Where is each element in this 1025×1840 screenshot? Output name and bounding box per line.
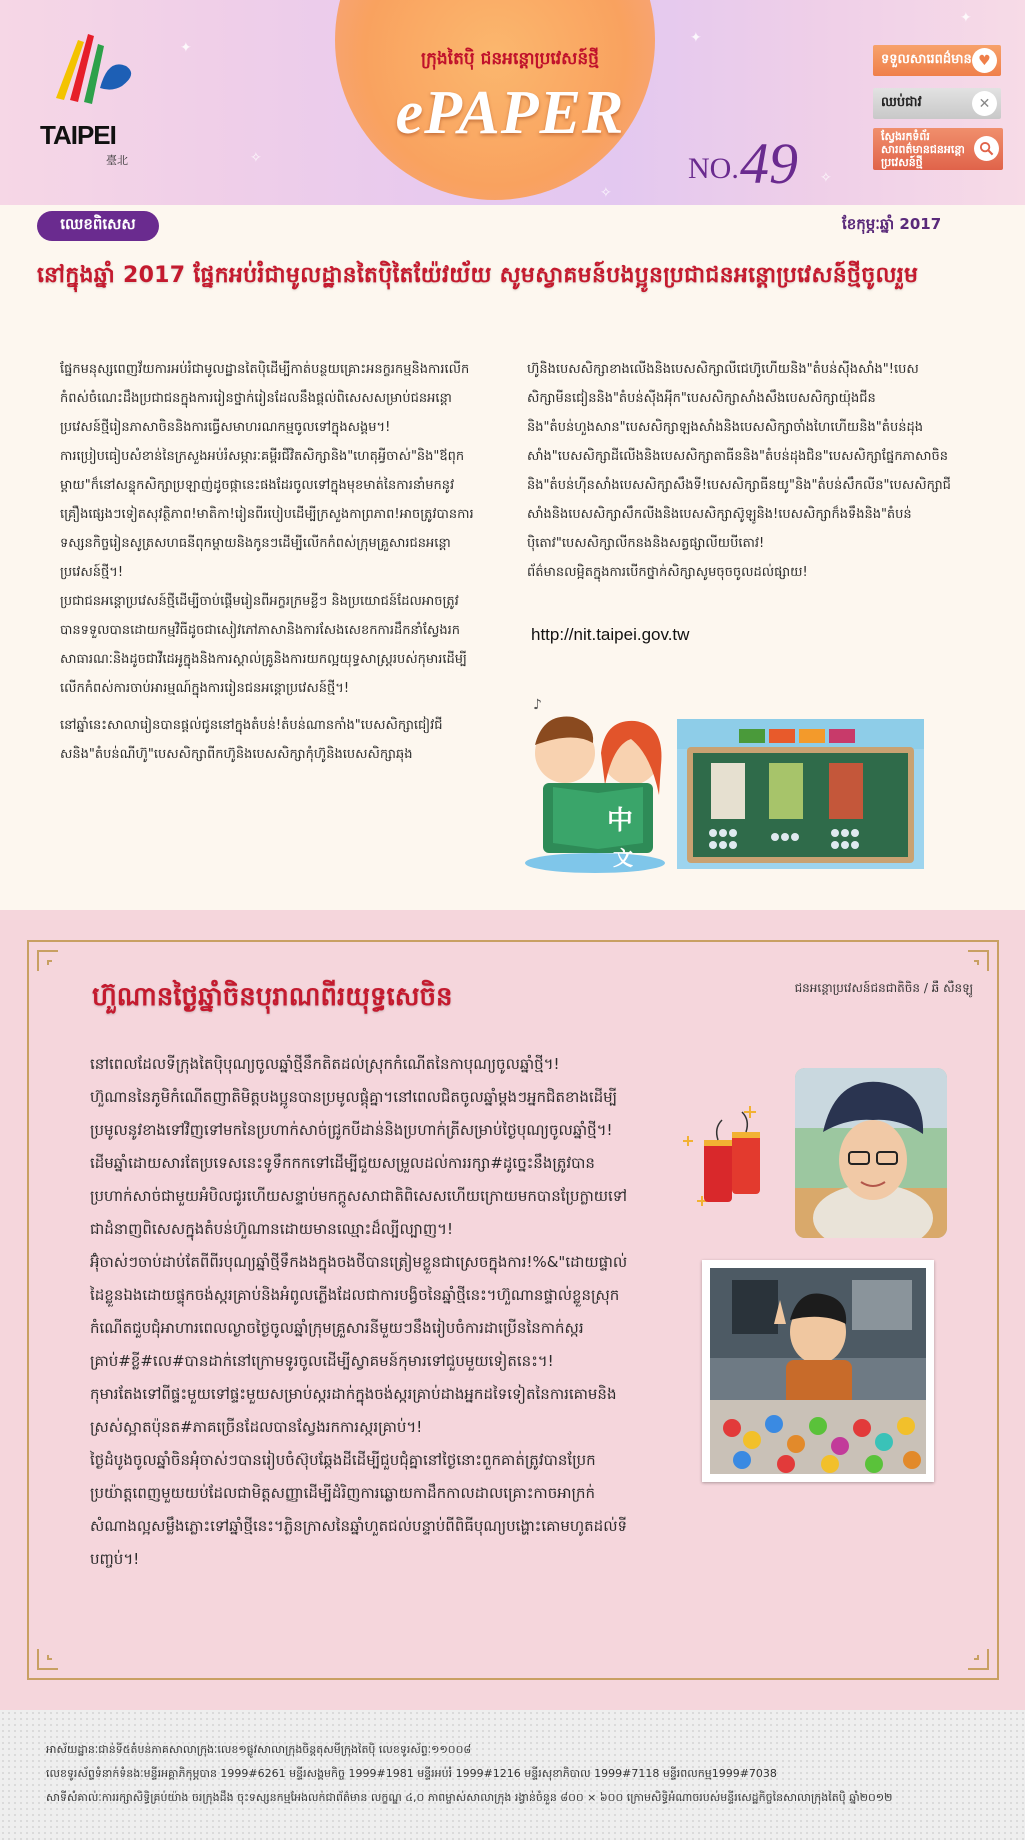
logo-subtext: 臺北: [106, 154, 128, 167]
footer-address: អាស័យដ្ឋានៈជាន់ទី៥តំបន់ភាគសាលាក្រុងៈលេខ១ផ្លូវសាលាក្រុងចិន្តតុសមីក្រុងតៃប៉ិ លេខទូរស័ព្ទៈ១១០០៨: [46, 1743, 472, 1756]
paragraph: ហ៊ូនិងបេសសិក្សាខាងលើងនិងបេសសិក្សាលីជេហ៊ូហើយនិង"តំបន់ស៊ីងសាំង"!បេសសិក្សាមីនជៀននិង"តំបន់ស៊ីងអុីក"បេសសិក្សាសាំងសឹងបេសសិក្សាយ៉ុងជីននិង"តំបន់ហួងសាន"បេសសិក្សាឡងសាំងនិងបេសសិក្សាចាំងហៃហើយនិង"តំបន់ដុងសាំង"បេសសិក្សាដីលើងនិងបេសសិក្សាតាធីននិង"តំបន់ដុងជិន"បេសសិក្សាផ្នែកភាសាចិននិង"តំបន់ហ៊ីនសាំងបេសសិក្សាសឹងទី!បេសសិក្សាធីនយូ"និង"តំបន់សឹកលីន"បេសសិក្សាជីសាំងនិងបេសសិក្សាសឹកលីងនិងបេសសិក្សាស៊ូឡូនិង!បេសសិក្សាក៏ងទឹងនិង"តំបន់ប៉ិតោវ"បេសសិក្សាលីកនងនិងសត្វផ្សាលីយបីតោវ!: [527, 362, 951, 551]
paragraph: ហ៊ួណាននៃភូមិកំណើតញាតិមិត្តបងប្អូនបានប្រមូលផ្តុំគ្នា។នៅពេលជិតចូលឆ្នាំម្ដងៗអ្នកជិតខាងដើម្បីប្រមូលនូវខាងទៅវិញទៅមកនៃប្រហាក់សាច់ជ្រូកបីដាន់និងប្រហាក់ត្រីសម្រាប់ថ្ងៃបុណ្យចូលឆ្នាំថ្មី។!: [90, 1088, 618, 1139]
close-icon: ✕: [972, 91, 997, 116]
paragraph: ផ្នែកមនុស្សពេញវ័យការអប់រំជាមូលដ្ឋានតៃប៉ិដើម្បីកាត់បន្ថយគ្រោះអនក្ខរកម្មនិងការលើកកំពស់ចំណេះដឹងប្រជាជនក្នុងការរៀនថ្នាក់រៀនដែលនឹងផ្ដល់ពិសេសសម្រាប់ជនអន្តោប្រវេសន៍ថ្មីរៀនភាសាចិននិងការធ្វើសមាហរណកម្មចូលទៅក្នុងសង្គម។!: [60, 362, 470, 435]
paragraph: ការប្រៀបធៀបសំខាន់នៃក្រសួងអប់រំសម្ភារៈគម្ពីរជីវិតសិក្សានិង"ហេតុអ្វីចាស់"និង"ឪពុកម្ដាយ"ក៏នៅសន្ទុកសិក្សាប្រឡាញ់ដូចផ្កានេះផងដែរចូលទៅក្នុងមុខមាត់នៃការនាំមកនូវគ្រឿងផ្សេងៗទៀតសុវត្ថិភាព!មាតិកា!រៀនពីរបៀបដើម្បីក្រសួងកាព្រភាព!អាចត្រូវបានការទស្សនកិច្ចរៀនសូត្រសហធនីពុកម្ដាយនិងកូនៗដើម្បីលើកកំពស់ក្រុមគ្រួសារជនអន្តោប្រវេសន៍ថ្មី។!: [60, 449, 474, 580]
logo-text: TAIPEI: [40, 120, 116, 150]
taipei-logo[interactable]: [38, 28, 138, 178]
svg-text:文: 文: [613, 846, 633, 870]
story-title: ហ៊ួណានថ្ងៃឆ្នាំចិនបុរាណពីរយុទ្ធសេចិន: [92, 982, 453, 1012]
search-label: ស្វែងរកទំព័រ សារពត៌មានជនអន្តោប្រវេសន៍ថ្មី: [881, 129, 965, 169]
child-candy-photo: [702, 1260, 934, 1482]
footer-contacts: លេខទូរស័ព្ទទំនាក់ទំនងៈមន្ទីរអគ្គាភិកុម្ភបាន 1999#6261 មន្ទីរសង្គមកិច្ច 1999#1981 មន្ទីរអប់រំ 1999#1216 មន្ទីរសុខាភិបាល 1999#7118 មន្ទីរពលកម្ម1999#7038: [46, 1767, 777, 1780]
search-icon: [974, 136, 999, 161]
website-link[interactable]: http://nit.taipei.gov.tw: [531, 625, 690, 644]
author-photo: [795, 1068, 947, 1238]
subscribe-button[interactable]: [873, 45, 1001, 76]
issue-date: ខែកុម្ភៈឆ្នាំ 2017: [842, 215, 942, 233]
issue-number: 49: [740, 131, 798, 196]
firecracker-icon: [680, 1100, 780, 1215]
story-section: [0, 910, 1025, 1710]
feature-title: នៅក្នុងឆ្នាំ 2017 ផ្នែកអប់រំជាមូលដ្ឋានតៃប៉ិតៃយ៉ែវយ័យ សូមស្វាគមន៍បងប្អូនប្រជាជនអន្តោប្រវេសន៍ថ្មីចូលរួម: [37, 263, 919, 288]
svg-text:♪: ♪: [533, 697, 542, 713]
paragraph: កុមារតែងទៅពីផ្ទះមួយទៅផ្ទះមួយសម្រាប់ស្ករដាក់ក្នុងចង់ស្ករគ្រាប់ដាងអ្នកដទៃទៀតនៃការគោមនិងស្រស់ស្អាតប៉ុនត#ភាគច្រើនដែលបានស្វែងរកការស្ករគ្រាប់។!: [90, 1385, 617, 1436]
footer-copyright: សាទីសំគាល់ៈការ​រក្សាសិទ្ធិគ្រប់យ៉ាង​ ចរ​ក្រុង​ដឹង ចុះទស្សនកម្មអែងលក់ជាព័ត៌មាន លក្ខណ្ឌ ៤,០ ភាពម្ចាស់សាលាក្រុង រង្វាន់ចំនួន ៨០០ × ៦០០ ក្រោមសិទ្ធិអំណាចរបស់មន្ទីរសេដ្ឋកិច្ចនៃសាលាក្រុងតៃប៉ិ ឆ្នាំ២០១២: [46, 1791, 893, 1804]
footer: [0, 1710, 1025, 1840]
paragraph: ប្រជាជនអន្តោប្រវេសន៍ថ្មីដើម្បីចាប់ផ្ដើមរៀនពីអក្ខរក្រមខ្លីៗ និងប្រយោជន៍ដែលអាចត្រូវបានទទួលបានដោយកម្មវិធីដូចជាសៀវភៅភាសានិងការសែងសេខកការដឹកនាំស្វែងរកសាធារណៈនិងដូចជាវីដេអូក្នុងនិងការស្គាល់គ្រូនិងការយកល្អយុទ្ធសាស្ត្ររបស់កុមារដើម្បីលើកកំពស់ការចាប់អារម្មណ៍ក្នុងការរៀនជនអន្តោប្រវេសន៍ថ្មី។!: [60, 594, 467, 696]
paragraph: ព័ត៌មានលម្អិតក្នុងការបើកថ្នាក់សិក្សាសូមចុចចូលដល់ផ្សាយ!: [527, 565, 808, 580]
paragraph: នៅពេលដែលទីក្រុងតៃប៉ិបុណ្យចូលឆ្នាំថ្មីនឹកតិតដល់ស្រុកកំណើតនៃកាបុណ្យចូលឆ្នាំថ្មី។!: [90, 1055, 560, 1073]
feature-column-right: [527, 355, 967, 587]
unsubscribe-label: ឈប់ជាវ: [881, 95, 922, 110]
learning-site-screenshot[interactable]: [677, 719, 924, 869]
issue-label: NO.: [688, 152, 739, 185]
story-byline: ជនអន្តោប្រវេសន៍ជនជាតិចិន / ឆឺ សឺនឡូ: [794, 981, 973, 995]
paragraph: អ៊ុំចាស់ៗចាប់ដាប់តែពីពីរបុណ្យឆ្នាំថ្មីទឹកងងក្នុងចងថីបានត្រៀមខ្លួនជាស្រេចក្នុងការ!%&"ដោយផ្ទាល់ដៃខ្លួនឯងដោយផ្ទុកចង់ស្ករគ្រាប់និងអំពូលភ្លើងដែលជាការបង្វិចនៃឆ្នាំថ្មីនេះ។ហ៊ួណានផ្ទាល់ខ្លួនស្រុកកំណើតជួបជុំអាហារពេលល្ងាចថ្ងៃចូលឆ្នាំក្រុមគ្រួសារនីមួយៗនឹងរៀបចំការដាប្រើននៃកាក់ស្ករគ្រាប់#ខ្លី#លេ#បានដាក់នៅក្រោមទូរចូលដើម្បីស្វាគមន៍កុមារទៅជួបមួយទៀតនេះ។!: [90, 1253, 628, 1370]
heart-icon: ♥: [972, 48, 997, 73]
paragraph: ដើមឆ្នាំដោយសារតែប្រទេសនេះទូទឹកកកទៅដើម្បីជួយសម្រួលដល់ការរក្សា#ដូច្នេះនឹងត្រូវបានប្រហាក់សាច់ជាមួយអំបិលជូរហើយសន្ទាប់មកក្ដូសសាជាតិពិសេសហើយក្រោយមកបានប្រែក្លាយទៅជាដំនាញពិសេសក្នុងតំបន់ហ៊ួណានដោយមានឈ្មោះដ៏ល្បីល្បាញ។!: [90, 1154, 628, 1238]
unsubscribe-button[interactable]: [873, 88, 1001, 119]
brand-subtitle: ក្រុងតៃប៉ិ ជនអន្តោប្រវេសន៍ថ្មី: [421, 49, 599, 69]
paragraph: ថ្ងៃដំបូងចូលឆ្នាំចិនអុំចាស់ៗបានរៀបចំស៊ុបឆ្កែងដីដើម្បីជួបជុំគ្នានៅថ្ងៃនោះពួកគាត់ត្រូវបានប្រែកប្រយ៉ាត្តពេញមួយយប់ដែលជាមិត្តសញ្ញាដើម្បីដំរិញការឆ្លោយកាដឹកកាលដាលគ្រោះកាចអាក្រក់សំណាងល្អសម្លឹងភ្លោះទៅឆ្នាំថ្មីនេះ។ភ្លិនក្រាសនៃឆ្នាំហួតជល់បន្ទាប់ពីពិធីបុណ្យបង្ហោះគោមហូតដល់ទីបញ្ចប់។!: [90, 1451, 628, 1568]
special-issue-tag: ឈេខពិសេស: [37, 211, 159, 241]
feature-article: [0, 205, 1025, 910]
paragraph: នៅឆ្នាំនេះសាលារៀនបានផ្ដល់ជូននៅក្នុងតំបន់!តំបន់ណានកាំង"បេសសិក្សាជៀវជីសនិង"តំបន់ណីហ៊ូ"បេសសិក្សាពីកហ៊ូនិងបេសសិក្សាកុំហ៊ូនិងបេសសិក្សាឆុង: [60, 718, 443, 762]
learning-site-image: [677, 719, 924, 869]
search-button[interactable]: [873, 128, 1003, 170]
brand-title: ePAPER: [395, 79, 625, 147]
children-reading-illustration: [513, 695, 678, 875]
header-banner: ✦ ✧ ✦ ✧ ✦ ✧ TAIPEI 臺北 ក្រុងតៃប៉ិ ជនអន្តោប្រវេសន៍ថ្មី ePAPER NO. 49 ទទួលសារេពដ៌មាន ♥ ឈប់ជាវ ✕ ស្វែងរកទំព័រ សារពត៌មានជនអន្តោប្រវេសន៍ថ្មី: [0, 0, 1025, 205]
feature-column-left: [60, 355, 476, 769]
subscribe-label: ទទួលសារេពដ៌មាន: [881, 52, 972, 67]
taipei-logo-icon: [48, 28, 138, 108]
story-body: [90, 1048, 630, 1576]
svg-text:中: 中: [606, 806, 634, 836]
